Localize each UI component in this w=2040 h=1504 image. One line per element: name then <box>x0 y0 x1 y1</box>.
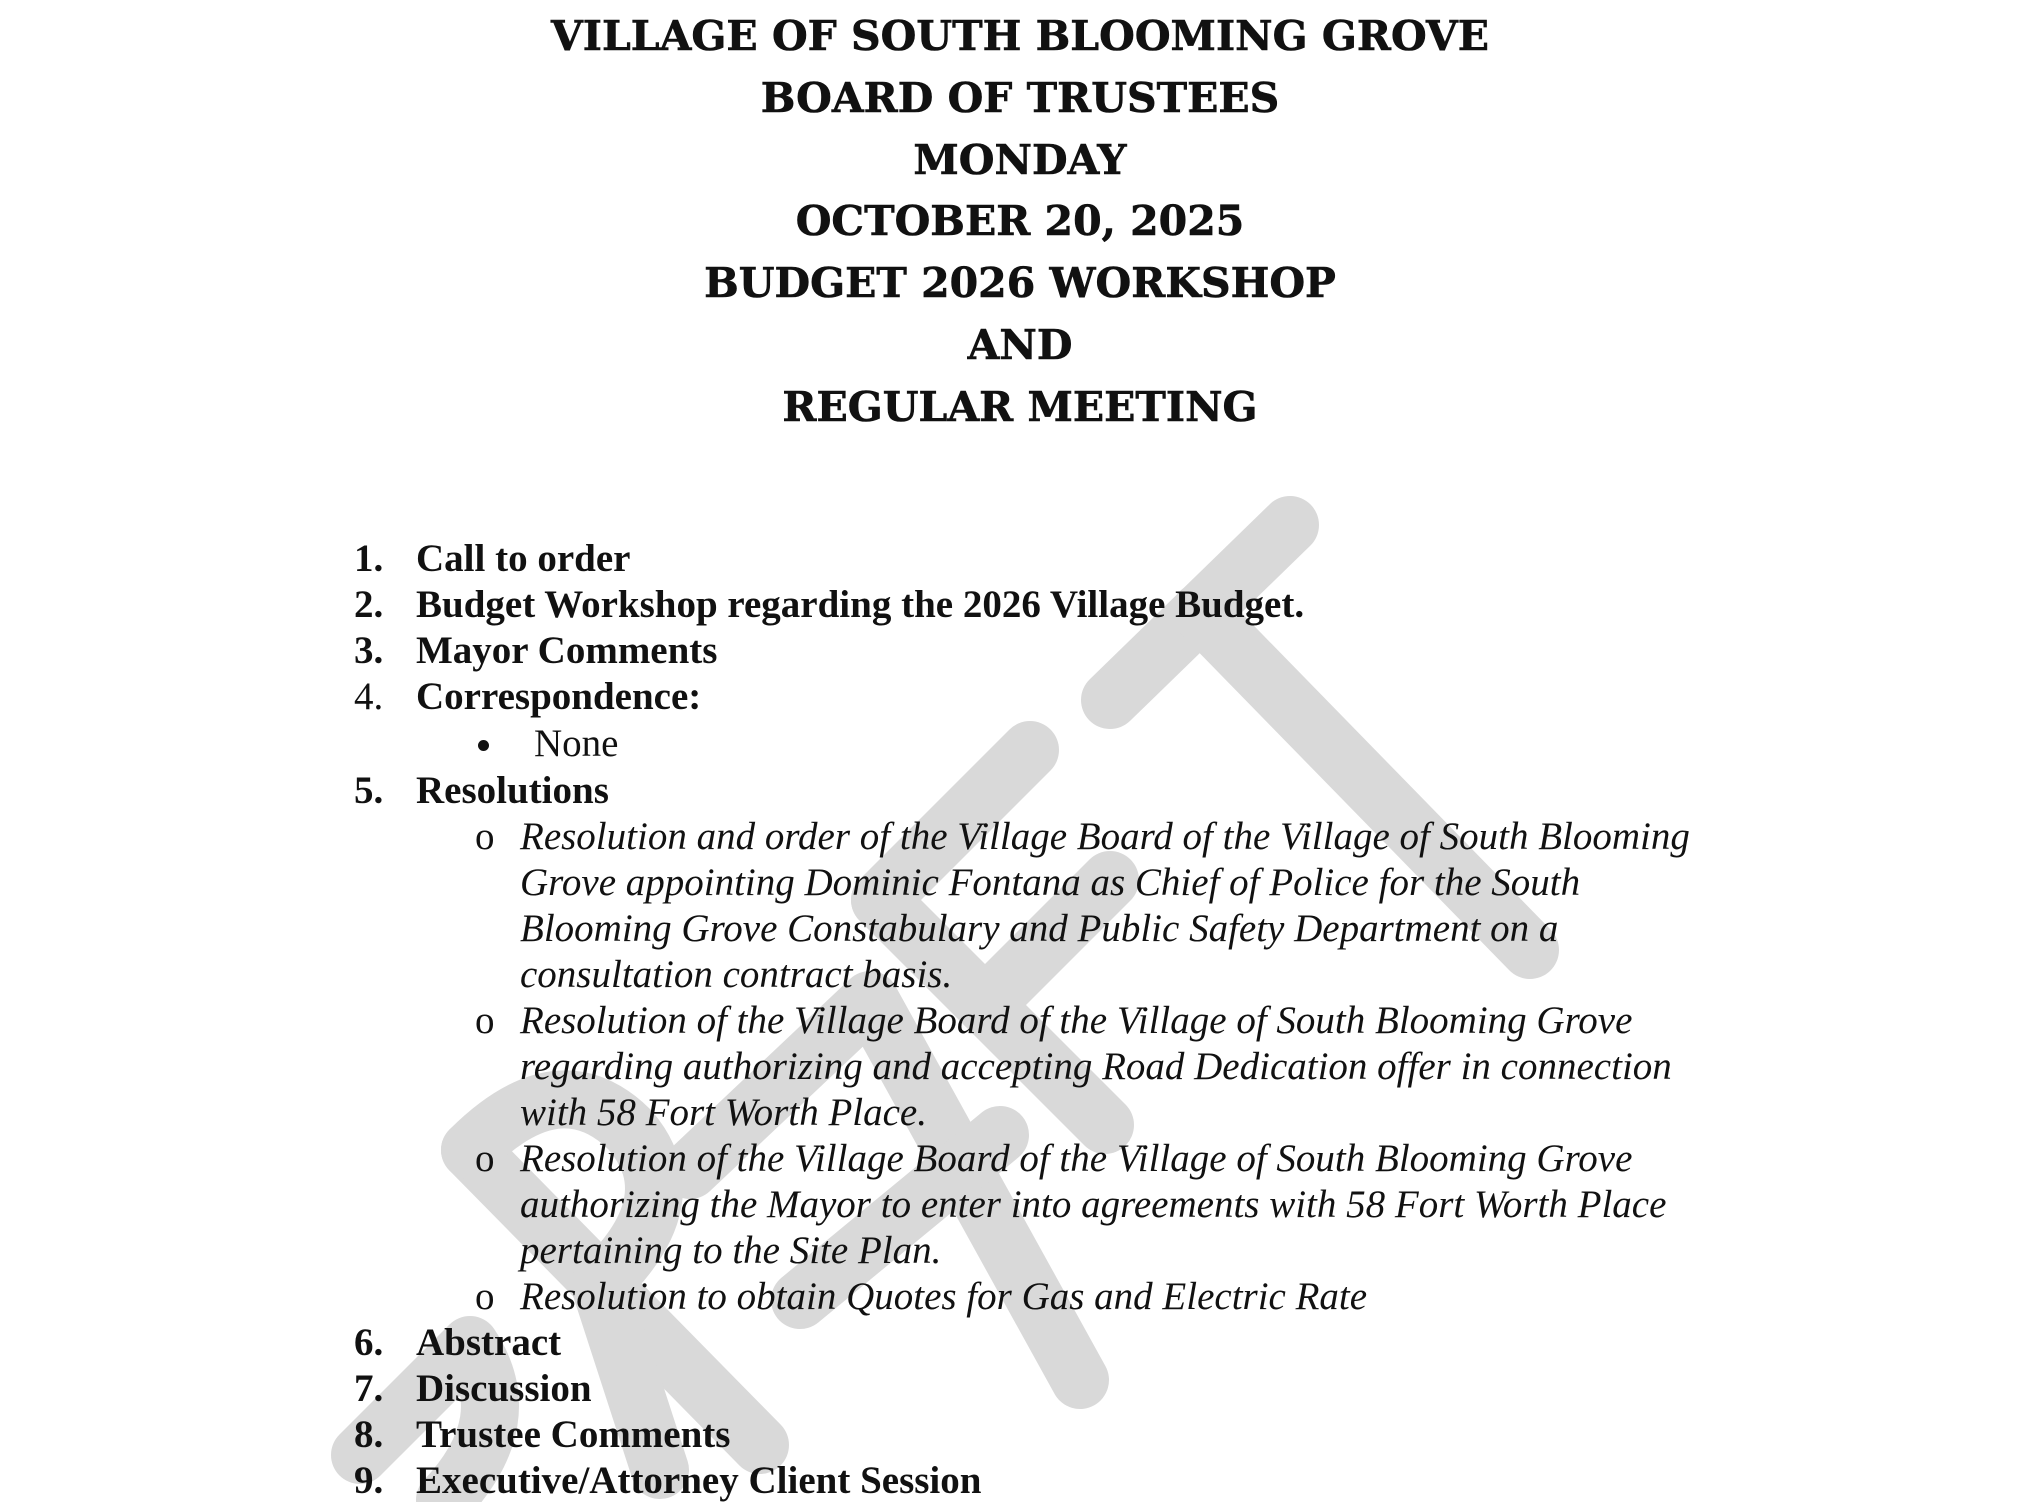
header-regular-meeting: REGULAR MEETING <box>782 382 1258 431</box>
resolution-item <box>354 998 1854 1136</box>
resolution-line: Resolution and order of the Village Board of the Village of South Blooming <box>520 815 1690 858</box>
resolution-line: Resolution to obtain Quotes for Gas and Electric Rate <box>520 1275 1368 1318</box>
agenda-item-label: Discussion <box>416 1367 592 1410</box>
agenda-item-number: 9. <box>354 1459 384 1502</box>
document-header <box>0 6 2040 439</box>
agenda-item-number: 1. <box>354 537 384 580</box>
agenda-item-label: Call to order <box>416 537 631 580</box>
resolution-line: Resolution of the Village Board of the Village of South Blooming Grove <box>520 999 1633 1042</box>
agenda-item-label: Correspondence: <box>416 675 702 718</box>
header-board: BOARD OF TRUSTEES <box>760 73 1280 122</box>
correspondence-bullet-text: None <box>534 722 619 765</box>
resolution-line: Blooming Grove Constabulary and Public Safety Department on a <box>520 907 1559 950</box>
header-village-name: VILLAGE OF SOUTH BLOOMING GROVE <box>550 12 1490 60</box>
agenda-item <box>354 1320 1854 1366</box>
agenda-item-number: 6. <box>354 1321 384 1364</box>
agenda-item-number: 2. <box>354 583 384 626</box>
header-workshop: BUDGET 2026 WORKSHOP <box>704 259 1336 308</box>
resolution-item <box>354 1274 1854 1320</box>
agenda-item-number: 5. <box>354 769 384 812</box>
agenda-item-label: Resolutions <box>416 769 609 812</box>
agenda-item <box>354 1366 1854 1412</box>
resolution-marker: o <box>475 815 495 858</box>
resolution-line: Resolution of the Village Board of the Village of South Blooming Grove <box>520 1137 1633 1180</box>
agenda-item <box>354 628 1854 674</box>
resolution-line: pertaining to the Site Plan. <box>520 1229 942 1272</box>
agenda-item-label: Executive/Attorney Client Session <box>416 1459 982 1502</box>
agenda-item-number: 8. <box>354 1413 384 1456</box>
correspondence-bullet <box>354 720 1854 768</box>
agenda-item <box>354 582 1854 628</box>
header-date: OCTOBER 20, 2025 <box>795 197 1245 246</box>
resolution-marker: o <box>475 1275 495 1318</box>
agenda-item <box>354 536 1854 582</box>
agenda-item <box>354 1412 1854 1458</box>
agenda-item <box>354 768 1854 814</box>
header-and: AND <box>967 320 1073 369</box>
bullet-dot-icon <box>478 740 489 751</box>
resolution-line: with 58 Fort Worth Place. <box>520 1091 927 1134</box>
agenda-item <box>354 674 1854 720</box>
resolution-line: authorizing the Mayor to enter into agreements with 58 Fort Worth Place <box>520 1183 1667 1226</box>
resolution-item <box>354 1136 1854 1274</box>
resolution-marker: o <box>475 999 495 1042</box>
agenda-item-number: 3. <box>354 629 384 672</box>
agenda-item <box>354 1458 1854 1504</box>
resolution-line: consultation contract basis. <box>520 953 953 996</box>
agenda-item-label: Mayor Comments <box>416 629 718 672</box>
agenda-list <box>354 536 1854 1504</box>
agenda-item-label: Budget Workshop regarding the 2026 Village Budget. <box>416 583 1305 626</box>
header-day: MONDAY <box>913 135 1127 184</box>
agenda-item-label: Trustee Comments <box>416 1413 731 1456</box>
resolution-marker: o <box>475 1137 495 1180</box>
agenda-item-label: Abstract <box>416 1321 562 1364</box>
resolution-line: Grove appointing Dominic Fontana as Chief of Police for the South <box>520 861 1581 904</box>
resolution-item <box>354 814 1854 998</box>
agenda-item-number: 4. <box>354 675 384 718</box>
agenda-item-number: 7. <box>354 1367 384 1410</box>
resolution-line: regarding authorizing and accepting Road Dedication offer in connection <box>520 1045 1672 1088</box>
